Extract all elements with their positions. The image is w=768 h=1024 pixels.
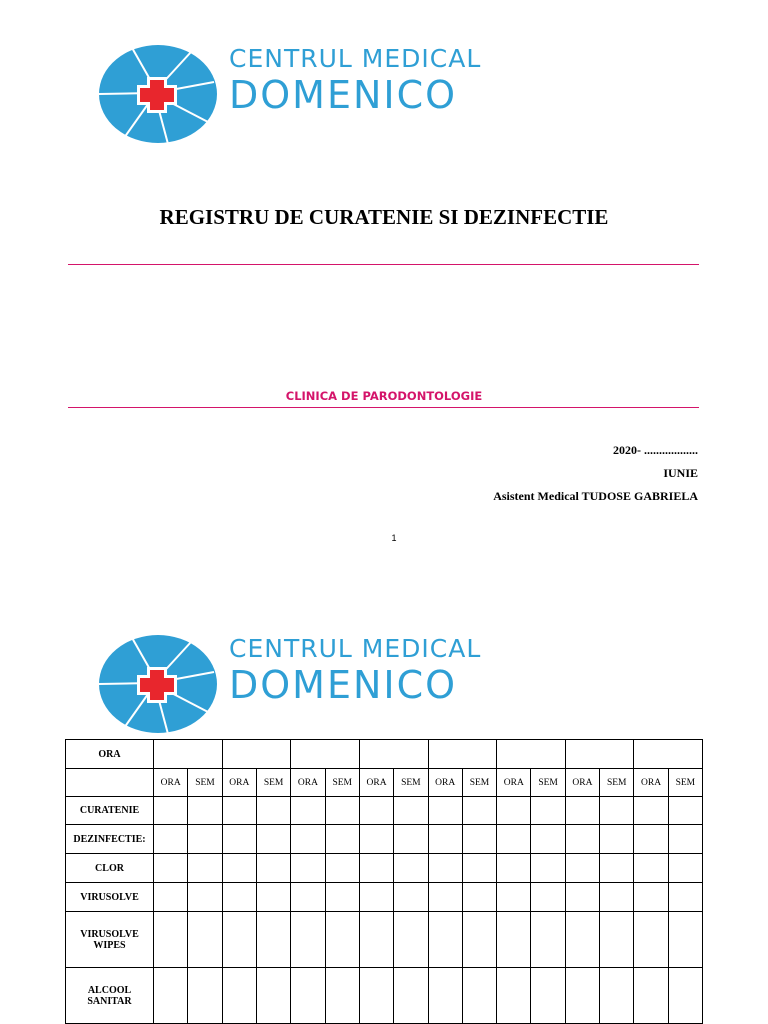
table-cell[interactable] — [668, 968, 702, 1024]
table-cell[interactable] — [394, 912, 428, 968]
table-cell[interactable] — [256, 825, 290, 854]
table-cell[interactable] — [394, 883, 428, 912]
table-cell[interactable] — [497, 912, 531, 968]
medical-cross-emblem-icon — [96, 632, 220, 736]
table-cell[interactable] — [531, 968, 565, 1024]
medical-cross-emblem-icon — [96, 42, 220, 146]
table-cell[interactable] — [291, 854, 325, 883]
table-cell[interactable] — [565, 825, 599, 854]
table-cell[interactable] — [222, 912, 256, 968]
table-cell[interactable] — [154, 968, 188, 1024]
table-row — [66, 825, 703, 854]
table-cell[interactable] — [497, 797, 531, 825]
table-cell[interactable] — [600, 883, 634, 912]
table-header-row — [66, 740, 703, 769]
table-cell[interactable] — [600, 825, 634, 854]
register-table — [65, 739, 703, 1024]
table-cell[interactable] — [154, 854, 188, 883]
subheader-cell: ORA — [634, 769, 668, 797]
table-cell[interactable] — [154, 912, 188, 968]
table-cell[interactable] — [256, 883, 290, 912]
table-cell[interactable] — [668, 883, 702, 912]
table-cell[interactable] — [222, 825, 256, 854]
table-cell[interactable] — [428, 968, 462, 1024]
logo-line-2: DOMENICO — [229, 73, 458, 117]
table-cell[interactable] — [531, 797, 565, 825]
subheader-cell: ORA — [428, 769, 462, 797]
table-cell[interactable] — [325, 883, 359, 912]
table-row — [66, 912, 703, 968]
subheader-cell: SEM — [188, 769, 222, 797]
table-cell[interactable] — [359, 968, 393, 1024]
table-row — [66, 854, 703, 883]
table-cell[interactable] — [462, 797, 496, 825]
subheader-cell: SEM — [394, 769, 428, 797]
subheader-cell: SEM — [531, 769, 565, 797]
table-cell[interactable] — [531, 883, 565, 912]
logo-line-1: CENTRUL MEDICAL — [229, 634, 482, 663]
table-cell[interactable] — [428, 883, 462, 912]
subheader-cell: SEM — [668, 769, 702, 797]
month: IUNIE — [663, 466, 698, 480]
table-cell[interactable] — [634, 968, 668, 1024]
logo-line-2: DOMENICO — [229, 663, 458, 707]
table-cell[interactable] — [600, 912, 634, 968]
table-cell[interactable] — [531, 854, 565, 883]
row-label: DEZINFECTIE: — [66, 825, 154, 854]
table-cell[interactable] — [600, 797, 634, 825]
table-cell[interactable] — [497, 854, 531, 883]
table-cell[interactable] — [188, 912, 222, 968]
row-label: CURATENIE — [66, 797, 154, 825]
row-label: VIRUSOLVE — [66, 883, 154, 912]
table-cell[interactable] — [154, 825, 188, 854]
row-label: ALCOOL SANITAR — [66, 968, 154, 1024]
table-cell[interactable] — [222, 883, 256, 912]
table-cell[interactable] — [222, 854, 256, 883]
table-cell[interactable] — [359, 854, 393, 883]
divider — [68, 407, 699, 408]
subheader-cell: ORA — [565, 769, 599, 797]
table-cell[interactable] — [565, 797, 599, 825]
table-cell[interactable] — [325, 968, 359, 1024]
document-title: REGISTRU DE CURATENIE SI DEZINFECTIE — [159, 205, 609, 229]
table-cell[interactable] — [325, 825, 359, 854]
table-cell[interactable] — [462, 968, 496, 1024]
table-cell[interactable] — [325, 912, 359, 968]
table-row — [66, 797, 703, 825]
table-cell[interactable] — [359, 912, 393, 968]
table-cell[interactable] — [428, 912, 462, 968]
table-cell[interactable] — [668, 854, 702, 883]
table-cell[interactable] — [634, 825, 668, 854]
logo-line-1: CENTRUL MEDICAL — [229, 44, 482, 73]
table-cell[interactable] — [188, 825, 222, 854]
table-cell[interactable] — [497, 883, 531, 912]
table-cell[interactable] — [291, 912, 325, 968]
table-cell[interactable] — [565, 854, 599, 883]
table-cell[interactable] — [394, 825, 428, 854]
table-cell[interactable] — [359, 883, 393, 912]
table-cell[interactable] — [222, 968, 256, 1024]
subheader-cell: SEM — [325, 769, 359, 797]
table-cell[interactable] — [291, 883, 325, 912]
table-cell[interactable] — [359, 797, 393, 825]
table-cell[interactable] — [634, 883, 668, 912]
subheader-cell: SEM — [600, 769, 634, 797]
subheader-cell: SEM — [256, 769, 290, 797]
table-cell[interactable] — [497, 825, 531, 854]
table-cell[interactable] — [565, 883, 599, 912]
table-cell[interactable] — [600, 968, 634, 1024]
table-cell[interactable] — [325, 854, 359, 883]
table-cell[interactable] — [462, 854, 496, 883]
table-cell[interactable] — [256, 968, 290, 1024]
table-cell[interactable] — [222, 797, 256, 825]
table-cell[interactable] — [565, 968, 599, 1024]
divider — [68, 264, 699, 265]
table-cell[interactable] — [462, 825, 496, 854]
clinic-logo — [96, 42, 556, 146]
table-cell[interactable] — [668, 912, 702, 968]
table-cell[interactable] — [256, 912, 290, 968]
table-cell[interactable] — [394, 854, 428, 883]
table-row — [66, 968, 703, 1024]
table-subheader-row — [66, 769, 703, 797]
table-cell[interactable] — [531, 912, 565, 968]
table-cell[interactable] — [291, 797, 325, 825]
table-cell[interactable] — [154, 883, 188, 912]
clinic-name: CLINICA DE PARODONTOLOGIE — [285, 389, 483, 403]
table-cell[interactable] — [359, 825, 393, 854]
table-row — [66, 883, 703, 912]
table-cell[interactable] — [256, 797, 290, 825]
table-cell[interactable] — [428, 825, 462, 854]
table-cell[interactable] — [634, 797, 668, 825]
table-cell[interactable] — [188, 968, 222, 1024]
subheader-cell: SEM — [462, 769, 496, 797]
table-cell[interactable] — [428, 854, 462, 883]
table-cell[interactable] — [462, 883, 496, 912]
table-cell[interactable] — [634, 912, 668, 968]
table-cell[interactable] — [188, 883, 222, 912]
table-cell[interactable] — [531, 825, 565, 854]
subheader-cell: ORA — [359, 769, 393, 797]
table-cell[interactable] — [600, 854, 634, 883]
table-cell[interactable] — [668, 797, 702, 825]
row-label: VIRUSOLVE WIPES — [66, 912, 154, 968]
table-cell[interactable] — [394, 797, 428, 825]
table-cell[interactable] — [497, 968, 531, 1024]
table-cell[interactable] — [291, 968, 325, 1024]
subheader-cell: ORA — [154, 769, 188, 797]
table-cell[interactable] — [325, 797, 359, 825]
table-cell[interactable] — [565, 912, 599, 968]
clinic-logo — [96, 632, 556, 736]
table-cell[interactable] — [462, 912, 496, 968]
table-cell[interactable] — [154, 797, 188, 825]
table-cell[interactable] — [188, 854, 222, 883]
table-cell[interactable] — [291, 825, 325, 854]
table-cell[interactable] — [634, 854, 668, 883]
table-cell[interactable] — [188, 797, 222, 825]
row-label: CLOR — [66, 854, 154, 883]
table-cell[interactable] — [256, 854, 290, 883]
table-cell[interactable] — [428, 797, 462, 825]
assistant-name: Asistent Medical TUDOSE GABRIELA — [493, 489, 698, 503]
date-line: 2020- .................. — [613, 443, 698, 457]
page-number: 1 — [391, 533, 397, 543]
table-cell[interactable] — [668, 825, 702, 854]
subheader-cell: ORA — [291, 769, 325, 797]
table-cell[interactable] — [394, 968, 428, 1024]
subheader-cell: ORA — [497, 769, 531, 797]
subheader-cell: ORA — [222, 769, 256, 797]
header-label: ORA — [66, 740, 154, 769]
